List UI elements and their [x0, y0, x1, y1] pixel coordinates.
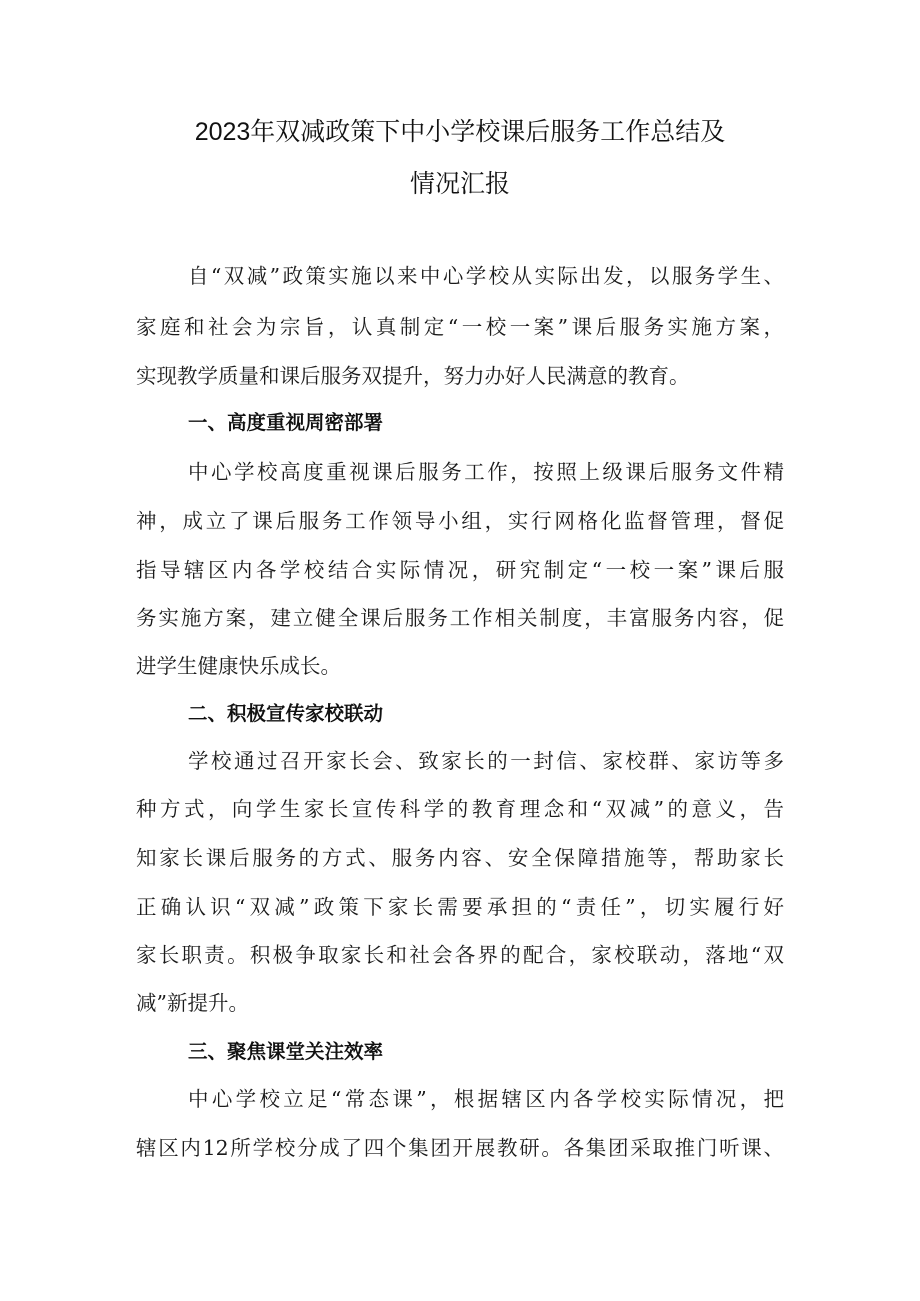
intro-line: 家庭和社会为宗旨，认真制定“一校一案”课后服务实施方案，	[136, 315, 784, 339]
paragraph-line: 指导辖区内各学校结合实际情况，研究制定“一校一案”课后服	[136, 558, 784, 582]
intro-line: 实现教学质量和课后服务双提升，努力办好人民满意的教育。	[136, 364, 690, 388]
section-heading: 二、积极宣传家校联动	[188, 702, 384, 725]
paragraph-line: 神，成立了课后服务工作领导小组，实行网格化监督管理，督促	[136, 509, 784, 533]
paragraph-line: 务实施方案，建立健全课后服务工作相关制度，丰富服务内容，促	[136, 606, 784, 630]
document-title-line-1: 2023年双减政策下中小学校课后服务工作总结及	[194, 118, 726, 146]
paragraph-line: 辖区内12所学校分成了四个集团开展教研。各集团采取推门听课、	[136, 1136, 784, 1160]
section-heading: 三、聚焦课堂关注效率	[188, 1040, 384, 1063]
paragraph-line: 中心学校高度重视课后服务工作，按照上级课后服务文件精	[188, 460, 784, 484]
section-heading: 一、高度重视周密部署	[188, 411, 384, 434]
paragraph-line: 种方式，向学生家长宣传科学的教育理念和“双减”的意义，告	[136, 797, 784, 821]
intro-line: 自“双减”政策实施以来中心学校从实际出发，以服务学生、	[188, 264, 784, 288]
paragraph-line: 减”新提升。	[136, 991, 249, 1015]
paragraph-line: 进学生健康快乐成长。	[136, 654, 341, 678]
document-title-line-2: 情况汇报	[409, 170, 510, 198]
paragraph-line: 家长职责。积极争取家长和社会各界的配合，家校联动，落地“双	[136, 943, 784, 967]
paragraph-line: 学校通过召开家长会、致家长的一封信、家校群、家访等多	[188, 749, 784, 773]
paragraph-line: 知家长课后服务的方式、服务内容、安全保障措施等，帮助家长	[136, 846, 784, 870]
paragraph-line: 中心学校立足“常态课”，根据辖区内各学校实际情况，把	[188, 1087, 784, 1111]
paragraph-line: 正确认识“双减”政策下家长需要承担的“责任”，切实履行好	[136, 895, 784, 919]
